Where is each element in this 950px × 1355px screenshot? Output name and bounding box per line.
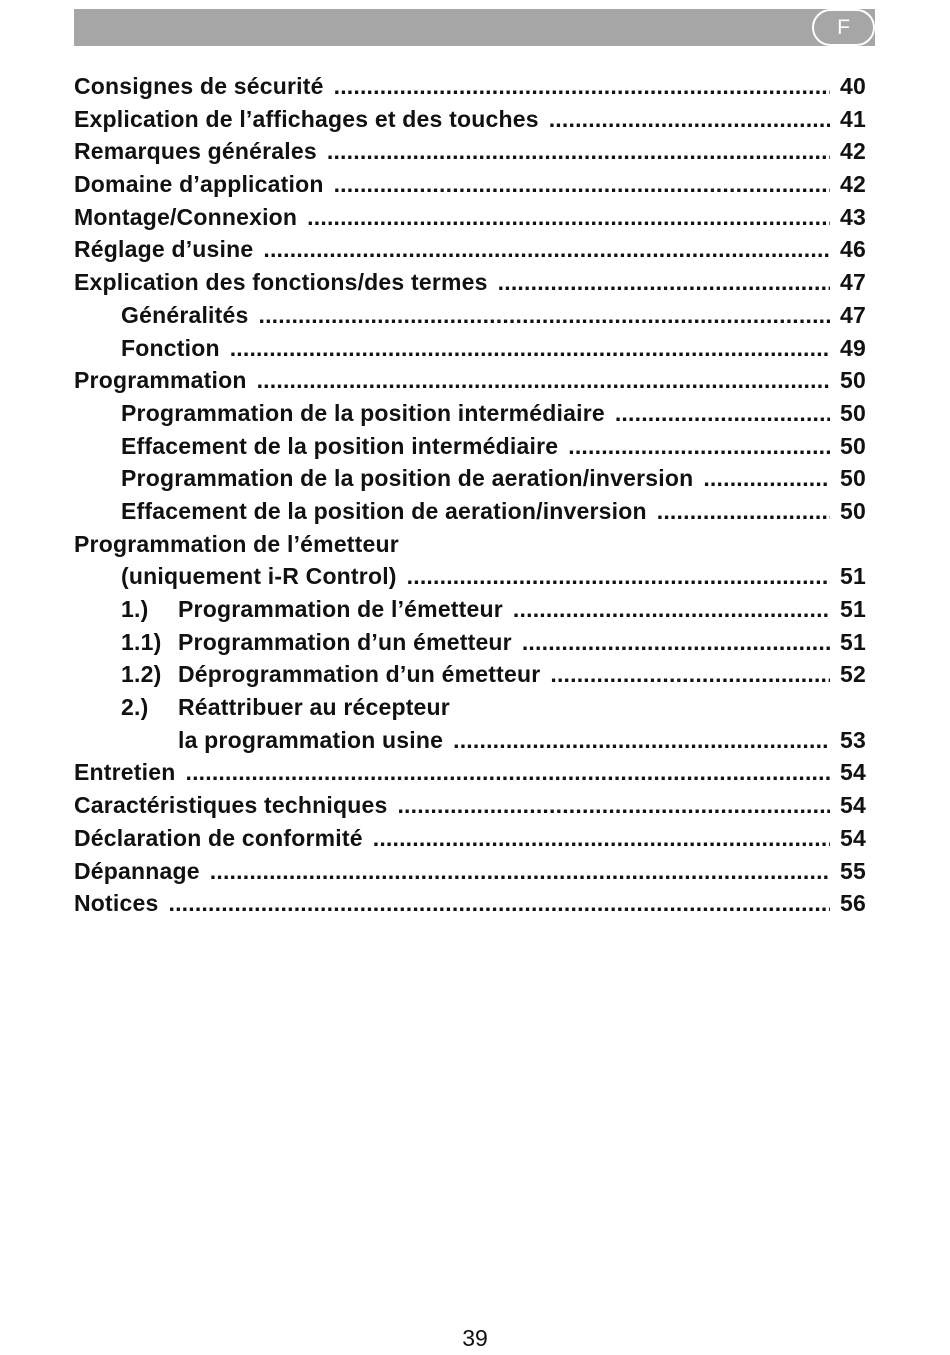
toc-entry-page: 54	[840, 759, 866, 786]
header-bar	[74, 9, 875, 46]
toc-entry-title: Dépannage	[74, 857, 200, 884]
toc-entry-page: 42	[840, 138, 866, 165]
toc-subentry[interactable]	[74, 560, 866, 593]
dot-leader	[397, 789, 830, 822]
toc-subentry[interactable]	[74, 593, 866, 626]
dot-leader	[453, 724, 830, 757]
dot-leader	[185, 756, 830, 789]
dot-leader	[259, 299, 831, 332]
page-number: 39	[462, 1325, 488, 1351]
toc-entry-title: Domaine d’application	[74, 171, 324, 198]
toc-entry[interactable]	[74, 855, 866, 888]
toc-entry-page: 50	[840, 367, 866, 394]
toc-entry-number: 1.2)	[121, 661, 162, 688]
dot-leader	[522, 626, 830, 659]
toc-entry-title: Notices	[74, 890, 159, 917]
toc-subentry[interactable]	[74, 332, 866, 365]
dot-leader	[657, 495, 830, 528]
toc-entry-title: Réglage d’usine	[74, 236, 254, 263]
toc-entry-number: 1.1)	[121, 628, 162, 655]
dot-leader	[230, 332, 830, 365]
toc-entry[interactable]	[74, 887, 866, 920]
toc-entry[interactable]	[74, 135, 866, 168]
dot-leader	[703, 462, 830, 495]
toc-entry-page: 50	[840, 432, 866, 459]
dot-leader	[407, 560, 830, 593]
toc-entry-page: 47	[840, 301, 866, 328]
toc-entry-page: 47	[840, 269, 866, 296]
toc-entry[interactable]	[74, 364, 866, 397]
toc-entry-page: 41	[840, 105, 866, 132]
dot-leader	[334, 168, 830, 201]
dot-leader	[550, 658, 830, 691]
toc-subentry[interactable]	[74, 495, 866, 528]
toc-entry-number: 2.)	[121, 694, 149, 721]
toc-entry[interactable]	[74, 168, 866, 201]
toc-entry-title: Consignes de sécurité	[74, 73, 324, 99]
dot-leader	[498, 266, 830, 299]
toc-entry-page: 55	[840, 857, 866, 884]
toc-entry-title: Caractéristiques techniques	[74, 792, 388, 819]
toc-entry-title: Explication de l’affichages et des touches	[74, 105, 539, 132]
toc-entry-title: Fonction	[121, 334, 220, 361]
dot-leader	[210, 855, 830, 888]
dot-leader	[327, 135, 830, 168]
toc-entry-title: Effacement de la position intermédiaire	[121, 432, 559, 459]
toc-entry-page: 53	[840, 726, 866, 753]
toc-entry[interactable]	[74, 822, 866, 855]
toc-entry[interactable]	[74, 233, 866, 266]
toc-entry[interactable]	[74, 266, 866, 299]
toc-subentry[interactable]	[74, 626, 866, 659]
toc-entry-page: 50	[840, 497, 866, 524]
toc-entry[interactable]	[74, 103, 866, 136]
language-tab: F	[812, 9, 875, 46]
table-of-contents	[74, 70, 866, 920]
toc-entry-title: Programmation d’un émetteur	[178, 628, 512, 655]
toc-entry[interactable]	[74, 789, 866, 822]
toc-entry[interactable]	[74, 70, 866, 103]
toc-entry-title: Entretien	[74, 759, 176, 786]
toc-entry-page: 40	[840, 73, 866, 99]
toc-subentry[interactable]	[74, 397, 866, 430]
toc-subentry[interactable]	[74, 299, 866, 332]
toc-entry-title: Explication des fonctions/des termes	[74, 269, 488, 296]
dot-leader	[334, 70, 830, 103]
dot-leader	[307, 201, 830, 234]
toc-entry-title: Montage/Connexion	[74, 203, 298, 230]
toc-entry-page: 50	[840, 465, 866, 492]
toc-entry-title: Réattribuer au récepteur	[178, 694, 450, 721]
toc-entry-title: Programmation de l’émetteur	[178, 596, 503, 622]
toc-entry-title: Déclaration de conformité	[74, 824, 363, 851]
toc-subentry[interactable]	[74, 691, 866, 724]
toc-entry-title: Déprogrammation d’un émetteur	[178, 661, 541, 688]
toc-entry-title: Programmation de la position de aeration/inversion	[121, 465, 694, 492]
toc-entry-page: 46	[840, 236, 866, 263]
dot-leader	[513, 593, 830, 626]
toc-entry-number: 1.)	[121, 596, 149, 622]
toc-entry-title: Effacement de la position de aeration/inversion	[121, 497, 647, 524]
toc-entry-page: 51	[840, 628, 866, 655]
dot-leader	[615, 397, 830, 430]
toc-subentry[interactable]	[74, 430, 866, 463]
toc-subentry[interactable]	[74, 658, 866, 691]
dot-leader	[568, 430, 830, 463]
dot-leader	[168, 887, 830, 920]
toc-subentry[interactable]	[74, 462, 866, 495]
toc-entry-title: Programmation de l’émetteur	[74, 530, 399, 557]
toc-entry-page: 56	[840, 890, 866, 917]
toc-entry-page: 43	[840, 203, 866, 230]
toc-entry-title: Généralités	[121, 301, 249, 328]
toc-entry-title: (uniquement i-R Control)	[121, 563, 397, 590]
toc-entry-title: Programmation	[74, 367, 247, 394]
dot-leader	[373, 822, 830, 855]
toc-entry-page: 51	[840, 563, 866, 590]
toc-entry-page: 54	[840, 824, 866, 851]
toc-subentry[interactable]	[74, 724, 866, 757]
toc-entry-page: 54	[840, 792, 866, 819]
dot-leader	[549, 103, 830, 136]
toc-entry[interactable]	[74, 756, 866, 789]
toc-entry[interactable]	[74, 528, 866, 561]
toc-entry-title: Remarques générales	[74, 138, 317, 165]
dot-leader	[257, 364, 830, 397]
toc-entry[interactable]	[74, 201, 866, 234]
toc-entry-title: Programmation de la position intermédiaire	[121, 399, 605, 426]
toc-entry-page: 52	[840, 661, 866, 688]
toc-entry-title: la programmation usine	[178, 726, 444, 753]
toc-entry-page: 42	[840, 171, 866, 198]
toc-entry-page: 50	[840, 399, 866, 426]
toc-entry-page: 51	[840, 596, 866, 622]
dot-leader	[263, 233, 830, 266]
toc-entry-page: 49	[840, 334, 866, 361]
